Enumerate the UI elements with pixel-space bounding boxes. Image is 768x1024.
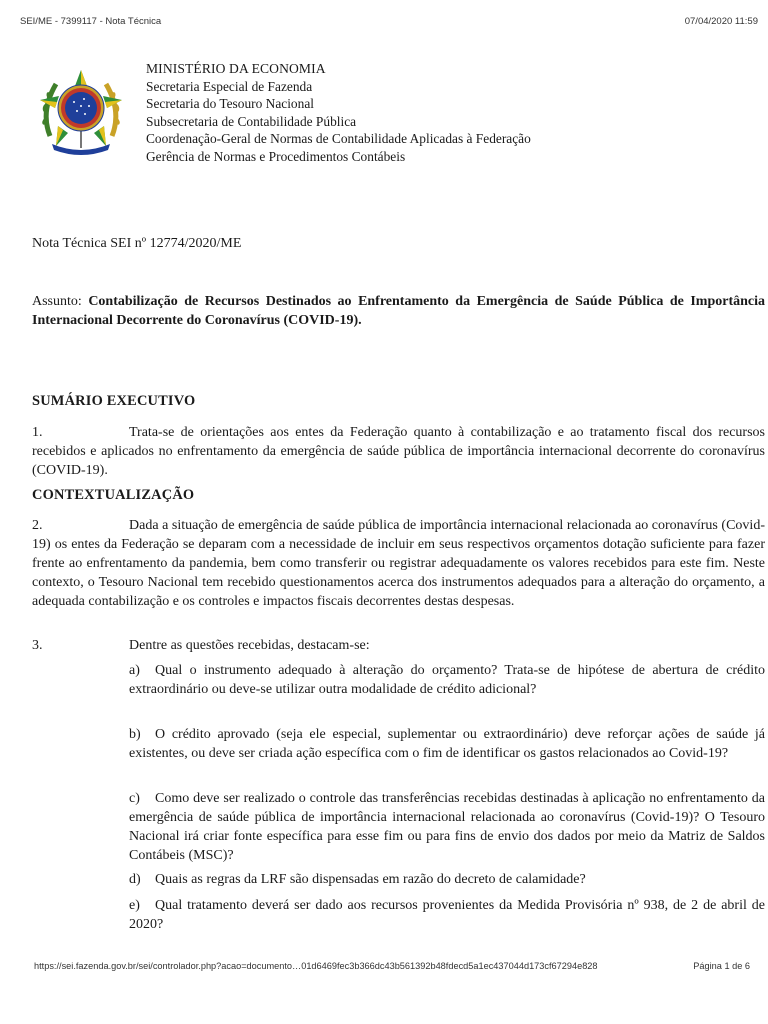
question-text: Qual o instrumento adequado à alteração do orçamento? Trata-se de hipótese de abertura de crédito extraordinário ou deve-se utilizar outra modalidade de crédito adicional? [129,663,765,697]
paragraph-number: 2. [32,518,43,533]
letterhead-line: Secretaria Especial de Fazenda [146,78,313,94]
paragraph-text: Dada a situação de emergência de saúde pública de importância internacional relacionada ao coronavírus (Covid-19) os entes da Federação se deparam com a necessidade de incluir em seus respectivos orçamentos dotação suficiente para fazer frente ao enfrentamento da pandemia, bem como transferir ou registrar adequadamente os valores recebidos para este fim. Neste contexto, o Tesouro Nacional tem recebido questionamentos acerca dos instrumentos adequados para a alteração do orçamento, a adequada contabilização e os controles e impactos fiscais decorrentes destas despesas. [32,518,765,609]
question-text: Qual tratamento deverá ser dado aos recursos provenientes da Medida Provisória nº 938, de 2 de abril de 2020? [129,898,765,932]
letterhead-line: Subsecretaria de Contabilidade Pública [146,113,357,129]
question-label: b) [129,727,141,742]
brazil-coat-of-arms-icon [36,66,126,156]
letterhead [146,60,531,166]
print-header [20,16,758,30]
letterhead-line: Coordenação-Geral de Normas de Contabilidade Aplicadas à Federação [146,131,531,147]
subject [32,292,765,330]
question-e [129,896,765,934]
letterhead-line: Gerência de Normas e Procedimentos Contábeis [146,148,406,164]
question-label: d) [129,872,141,887]
paragraph-text: Trata-se de orientações aos entes da Federação quanto à contabilização e ao tratamento fiscal dos recursos recebidos e aplicados no enfrentamento da emergência de saúde pública de importância internacional decorrente do coronavírus (COVID-19). [32,425,765,478]
document-title: SEI/ME - 7399117 - Nota Técnica [20,16,162,27]
subject-label: Assunto: [32,294,82,309]
question-text: Quais as regras da LRF são dispensadas em razão do decreto de calamidade? [155,872,586,887]
question-text: Como deve ser realizado o controle das transferências recebidas destinadas à aplicação no enfrentamento da emergência de saúde pública de importância internacional relacionada ao coronavírus (Covid-19)? O Tesouro Nacional irá criar fonte específica para esse fim ou para fins de envio dos dados por meio da Matriz de Saldos Contábeis (MSC)? [129,791,765,863]
question-text: O crédito aprovado (seja ele especial, suplementar ou extraordinário) deve reforçar ações de saúde já existentes, ou deve ser criada ação específica com o fim de identificar os gastos relacionados ao Covid-19? [129,727,765,761]
document-url: https://sei.fazenda.gov.br/sei/controlador.php?acao=documento…01d6469fec3b366dc43b561392b48fdecd5a1ec437044d173cf67294e828 [34,961,598,971]
document-number: Nota Técnica SEI nº 12774/2020/ME [32,236,242,251]
paragraph-text: Dentre as questões recebidas, destacam-se: [129,638,370,653]
ministry-name: MINISTÉRIO DA ECONOMIA [146,61,326,76]
subject-text: Contabilização de Recursos Destinados ao Enfrentamento da Emergência de Saúde Pública de Importância Internacional Decorrente do Coronavírus (COVID-19). [32,294,766,328]
question-label: a) [129,663,140,678]
question-c [129,789,765,865]
question-a [129,661,765,699]
section-heading-context: CONTEXTUALIZAÇÃO [32,487,195,503]
question-label: e) [129,898,140,913]
paragraph-2 [32,516,765,611]
print-timestamp: 07/04/2020 11:59 [684,16,758,27]
section-heading-summary: SUMÁRIO EXECUTIVO [32,393,196,409]
paragraph-number: 1. [32,425,43,440]
print-footer [34,961,750,975]
letterhead-line: Secretaria do Tesouro Nacional [146,96,314,112]
paragraph-3 [32,636,765,655]
paragraph-number: 3. [32,638,43,653]
question-b [129,725,765,763]
page-indicator: Página 1 de 6 [693,961,750,971]
paragraph-1 [32,423,765,480]
question-d [129,870,765,889]
question-label: c) [129,791,140,806]
